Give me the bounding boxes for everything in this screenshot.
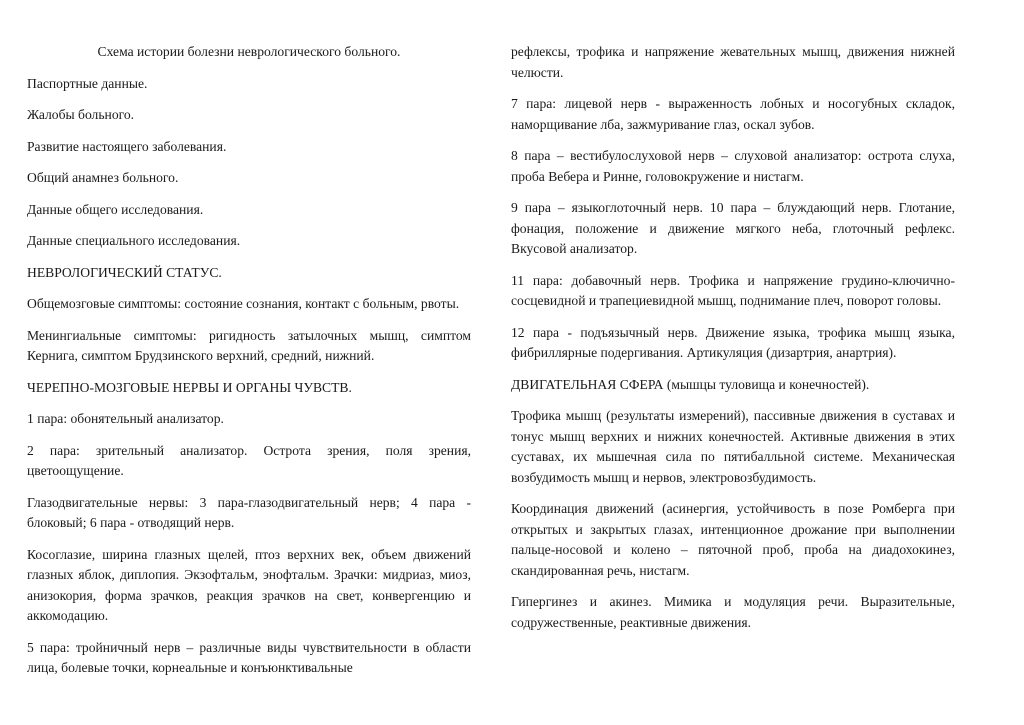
paragraph-pair-5: 5 пара: тройничный нерв – различные виды чувствительности в области лица, болевые точки, корнеальные и конъюнктивальные bbox=[27, 639, 471, 675]
paragraph-cerebral-symptoms: Общемозговые симптомы: состояние сознания, контакт с больным, рвоты. bbox=[27, 296, 460, 311]
paragraph-pair-2: 2 пара: зрительный анализатор. Острота зрения, поля зрения, цветоощущение. bbox=[27, 442, 471, 478]
document-title: Схема истории болезни неврологического больного. bbox=[97, 44, 401, 59]
paragraph-complaints: Жалобы больного. bbox=[27, 107, 135, 122]
paragraph-pair-12: 12 пара - подъязычный нерв. Движение языка, трофика мышц языка, фибриллярные подергивания. Артикуляция (дизартрия, анартрия). bbox=[511, 324, 955, 360]
paragraph-disease-development: Развитие настоящего заболевания. bbox=[27, 138, 227, 154]
heading-cranial-nerves: ЧЕРЕПНО-МОЗГОВЫЕ НЕРВЫ И ОРГАНЫ ЧУВСТВ. bbox=[27, 379, 352, 395]
paragraph-general-examination: Данные общего исследования. bbox=[27, 201, 204, 217]
heading-motor-sphere: ДВИГАТЕЛЬНАЯ СФЕРА (мышцы туловища и конечностей). bbox=[511, 376, 870, 392]
right-column bbox=[511, 42, 955, 644]
paragraph-special-examination: Данные специального исследования. bbox=[27, 233, 241, 248]
paragraph-pair-7: 7 пара: лицевой нерв - выраженность лобных и носогубных складок, наморщивание лба, зажмуривание глаз, оскал зубов. bbox=[511, 96, 955, 132]
paragraph-reflexes-continued: рефлексы, трофика и напряжение жевательных мышц, движения нижней челюсти. bbox=[511, 44, 955, 80]
paragraph-general-anamnesis: Общий анамнез больного. bbox=[27, 170, 179, 185]
paragraph-muscle-trophism: Трофика мышц (результаты измерений), пассивные движения в суставах и тонус мышц верхних и нижних конечностей. Активные движения в этих суставах, их мышечная сила по пятибалльной системе. Механическая возбудимость мышц и нервов, электровозбудимость. bbox=[511, 408, 955, 485]
paragraph-pair-11: 11 пара: добавочный нерв. Трофика и напряжение грудино-ключично-сосцевидной и трапециевидной мышц, поднимание плеч, поворот головы. bbox=[511, 272, 955, 308]
heading-neurological-status: НЕВРОЛОГИЧЕСКИЙ СТАТУС. bbox=[27, 264, 222, 280]
paragraph-pair-9-10: 9 пара – языкоглоточный нерв. 10 пара – блуждающий нерв. Глотание, фонация, положение и движение мягкого неба, глоточный рефлекс. Вкусовой анализатор. bbox=[511, 200, 955, 256]
paragraph-pair-1: 1 пара: обонятельный анализатор. bbox=[27, 411, 224, 426]
paragraph-oculomotor-nerves: Глазодвигательные нервы: 3 пара-глазодвигательный нерв; 4 пара - блоковый; 6 пара - отводящий нерв. bbox=[27, 494, 471, 530]
paragraph-hyperkinesis: Гипергинез и акинез. Мимика и модуляция речи. Выразительные, содружественные, реактивные движения. bbox=[511, 594, 955, 630]
paragraph-strabismus: Косоглазие, ширина глазных щелей, птоз верхних век, объем движений глазных яблок, диплопия. Экзофтальм, энофтальм. Зрачки: мидриаз, миоз, анизокория, форма зрачков, реакция зрачков на свет, конвергенцию и аккомодацию. bbox=[27, 546, 471, 623]
left-column bbox=[27, 42, 471, 690]
paragraph-passport-data: Паспортные данные. bbox=[27, 75, 148, 91]
paragraph-pair-8: 8 пара – вестибулослуховой нерв – слуховой анализатор: острота слуха, проба Вебера и Ринне, головокружение и нистагм. bbox=[511, 148, 955, 184]
paragraph-meningeal-symptoms: Менингиальные симптомы: ригидность затылочных мышц, симптом Кернига, симптом Брудзинского верхний, средний, нижний. bbox=[27, 327, 471, 363]
paragraph-coordination: Координация движений (асинергия, устойчивость в позе Ромберга при открытых и закрытых глазах, интенционное дрожание при выполнении пальце-носовой и колено – пяточной проб, проба на диадохокинез, скандированная речь, нистагм. bbox=[511, 501, 955, 578]
